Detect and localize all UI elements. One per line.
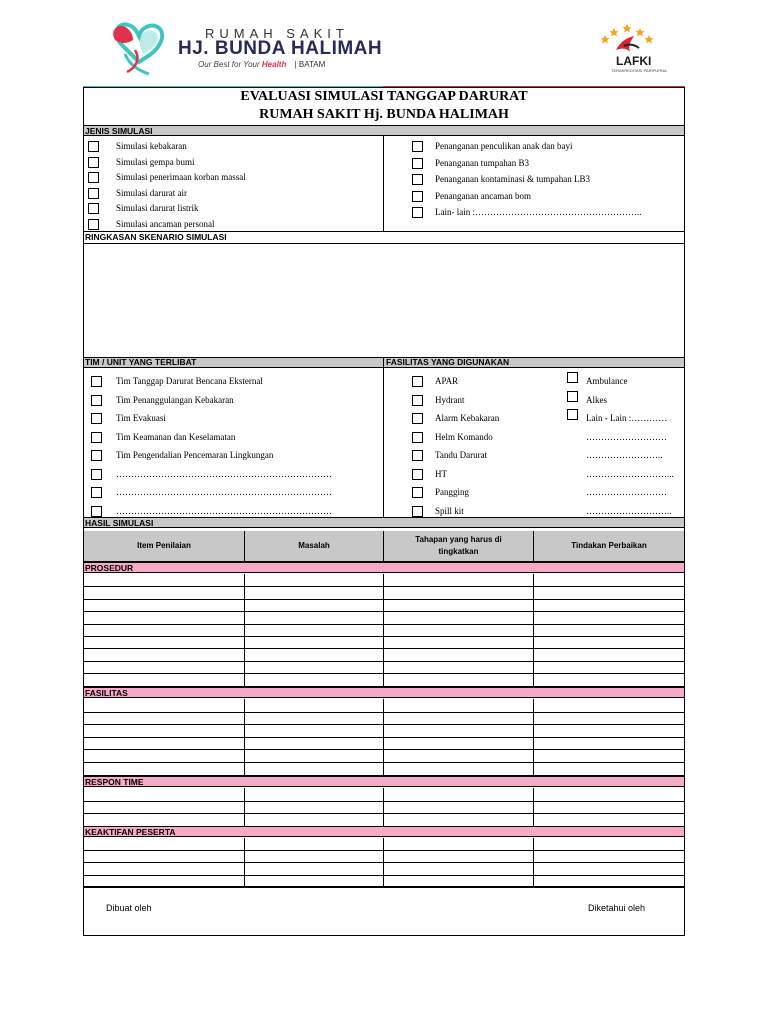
jenis-option-label: Penanganan penculikan anak dan bayi (435, 141, 573, 151)
accreditation-emblem-icon (612, 34, 642, 54)
table-row[interactable] (84, 838, 684, 850)
signature-made-by: Dibuat oleh (106, 903, 152, 913)
tim-option-label: ……………………………………………………………… (116, 505, 332, 516)
jenis-option-checkbox[interactable] (412, 141, 423, 152)
table-row[interactable] (84, 586, 684, 598)
table-row[interactable] (84, 611, 684, 623)
fasilitas-option-label: ……………………… (586, 431, 667, 442)
tim-divider (383, 357, 384, 517)
fasilitas-option-label: Pangging (435, 487, 470, 497)
divider (84, 886, 684, 887)
table-row[interactable] (84, 712, 684, 725)
tim-option-checkbox[interactable] (91, 432, 102, 443)
table-row[interactable] (84, 574, 684, 586)
jenis-option-checkbox[interactable] (88, 141, 99, 152)
table-row[interactable] (84, 648, 684, 660)
fasilitas-option-label: Alarm Kebakaran (435, 413, 500, 423)
fasilitas-option-label: ……………………….. (586, 505, 672, 516)
tim-option-label: ……………………………………………………………… (116, 487, 332, 497)
tim-option-checkbox[interactable] (91, 376, 102, 387)
tim-option-label: Tim Penanggulangan Kebakaran (116, 394, 234, 405)
jenis-option-label: Simulasi gempa bumi (116, 156, 195, 167)
section-fasilitas: FASILITAS YANG DIGUNAKAN (386, 357, 510, 367)
table-row[interactable] (84, 813, 684, 826)
table-row[interactable] (84, 875, 684, 887)
signature-acknowledged-by: Diketahui oleh (588, 903, 646, 913)
table-row[interactable] (84, 673, 684, 685)
column-divider (383, 699, 384, 775)
hospital-name: HJ. BUNDA HALIMAH (178, 38, 383, 59)
table-row[interactable] (84, 636, 684, 648)
column-divider (533, 574, 534, 686)
fasilitas-option-checkbox[interactable] (412, 450, 423, 461)
tim-option-checkbox[interactable] (91, 469, 102, 480)
jenis-option-label: Penanganan ancaman bom (435, 190, 531, 201)
jenis-option-label: Simulasi darurat air (116, 187, 187, 198)
fasilitas-option-label: Ambulance (586, 376, 628, 386)
fasilitas-option-label: Spill kit (435, 505, 464, 516)
jenis-option-checkbox[interactable] (412, 191, 423, 202)
section-prosedur: PROSEDUR (84, 562, 684, 573)
fasilitas-option-checkbox[interactable] (412, 376, 423, 387)
divider (533, 531, 534, 562)
fasilitas-option-checkbox[interactable] (412, 487, 423, 498)
tim-option-label: Tim Evakuasi (116, 413, 166, 423)
fasilitas-option-label: Lain - Lain :………… (586, 413, 668, 423)
jenis-divider (383, 136, 384, 231)
jenis-option-checkbox[interactable] (412, 158, 423, 169)
fasilitas-option-label: Helm Komando (435, 431, 493, 442)
divider (383, 531, 384, 562)
table-row[interactable] (84, 862, 684, 874)
column-divider (533, 788, 534, 826)
section-respon-time: RESPON TIME (84, 776, 684, 787)
jenis-option-checkbox[interactable] (88, 157, 99, 168)
jenis-option-label: Penanganan tumpahan B3 (435, 157, 529, 168)
fasilitas-option-checkbox[interactable] (412, 413, 423, 424)
accreditor-subtitle: TERAKREDITASI PARIPURNA (611, 68, 667, 73)
column-divider (383, 574, 384, 686)
divider (244, 531, 245, 562)
fasilitas-option-label: Hydrant (435, 394, 465, 405)
tim-option-checkbox[interactable] (91, 413, 102, 424)
ringkasan-text-area[interactable] (84, 244, 684, 356)
table-row[interactable] (84, 737, 684, 750)
table-row[interactable] (84, 599, 684, 611)
hospital-prefix: RUMAH SAKIT (205, 26, 349, 41)
section-jenis-simulasi: JENIS SIMULASI (84, 125, 684, 136)
tim-option-checkbox[interactable] (91, 506, 102, 517)
fasilitas-option-checkbox[interactable] (567, 409, 578, 420)
fasilitas-option-checkbox[interactable] (412, 395, 423, 406)
fasilitas-option-checkbox[interactable] (567, 372, 578, 383)
col-header-tahapan: Tahapan yang harus di tingkatkan (384, 531, 533, 561)
table-row[interactable] (84, 850, 684, 862)
section-keaktifan-peserta: KEAKTIFAN PESERTA (84, 826, 684, 837)
fasilitas-option-checkbox[interactable] (412, 432, 423, 443)
jenis-option-label: Penanganan kontaminasi & tumpahan LB3 (435, 174, 590, 184)
column-divider (533, 838, 534, 887)
jenis-option-checkbox[interactable] (88, 203, 99, 214)
jenis-option-label: Simulasi kebakaran (116, 141, 187, 151)
table-row[interactable] (84, 762, 684, 775)
fasilitas-option-label: HT (435, 468, 447, 479)
fasilitas-option-label: …………………….. (586, 450, 663, 460)
table-row[interactable] (84, 724, 684, 737)
tim-option-label: Tim Keamanan dan Keselamatan (116, 431, 236, 442)
fasilitas-option-label: Alkes (586, 394, 607, 405)
column-divider (244, 699, 245, 775)
hospital-logo-mark (105, 14, 173, 78)
form-title: EVALUASI SIMULASI TANGGAP DARURAT (240, 89, 528, 104)
column-divider (383, 788, 384, 826)
col-header-tindakan: Tindakan Perbaikan (534, 531, 684, 561)
section-hasil-simulasi: HASIL SIMULASI (84, 517, 684, 528)
col-header-item: Item Penilaian (84, 531, 244, 561)
column-divider (244, 838, 245, 887)
fasilitas-option-label: APAR (435, 376, 459, 386)
fasilitas-option-checkbox[interactable] (412, 506, 423, 517)
col-header-masalah: Masalah (245, 531, 383, 561)
jenis-option-label: Lain- lain :……………………………………………….. (435, 207, 642, 217)
fasilitas-option-label: ………………………... (586, 468, 674, 479)
form-subtitle: RUMAH SAKIT Hj. BUNDA HALIMAH (259, 107, 509, 122)
table-row[interactable] (84, 624, 684, 636)
fasilitas-option-label: Tandu Darurat (435, 450, 488, 460)
table-row[interactable] (84, 749, 684, 762)
jenis-option-label: Simulasi penerimaan korban massal (116, 172, 246, 182)
tim-option-checkbox[interactable] (91, 487, 102, 498)
fasilitas-option-checkbox[interactable] (412, 469, 423, 480)
tim-option-label: Tim Pengendalian Pencemaran Lingkungan (116, 450, 274, 460)
column-divider (533, 699, 534, 775)
column-divider (244, 574, 245, 686)
table-row[interactable] (84, 661, 684, 673)
fasilitas-option-label: ……………………… (586, 487, 667, 497)
column-divider (383, 838, 384, 887)
jenis-option-checkbox[interactable] (412, 174, 423, 185)
section-ringkasan: RINGKASAN SKENARIO SIMULASI (85, 232, 227, 242)
tim-option-checkbox[interactable] (91, 395, 102, 406)
jenis-option-checkbox[interactable] (88, 219, 99, 230)
table-row[interactable] (84, 801, 684, 814)
tim-option-label: Tim Tanggap Darurat Bencana Eksternal (116, 376, 263, 386)
column-divider (244, 788, 245, 826)
tim-option-label: ……………………………………………………………… (116, 468, 332, 479)
jenis-option-label: Simulasi ancaman personal (116, 218, 215, 229)
table-row[interactable] (84, 788, 684, 801)
jenis-option-checkbox[interactable] (88, 172, 99, 183)
jenis-option-checkbox[interactable] (88, 188, 99, 199)
hospital-tagline: Our Best for Your Health | BATAM (198, 60, 326, 69)
section-fasilitas: FASILITAS (84, 687, 684, 698)
fasilitas-option-checkbox[interactable] (567, 391, 578, 402)
jenis-option-label: Simulasi darurat listrik (116, 203, 199, 213)
accreditor-name: LAFKI (616, 54, 652, 68)
table-row[interactable] (84, 699, 684, 712)
tim-option-checkbox[interactable] (91, 450, 102, 461)
jenis-option-checkbox[interactable] (412, 207, 423, 218)
section-tim: TIM / UNIT YANG TERLIBAT (85, 357, 197, 367)
